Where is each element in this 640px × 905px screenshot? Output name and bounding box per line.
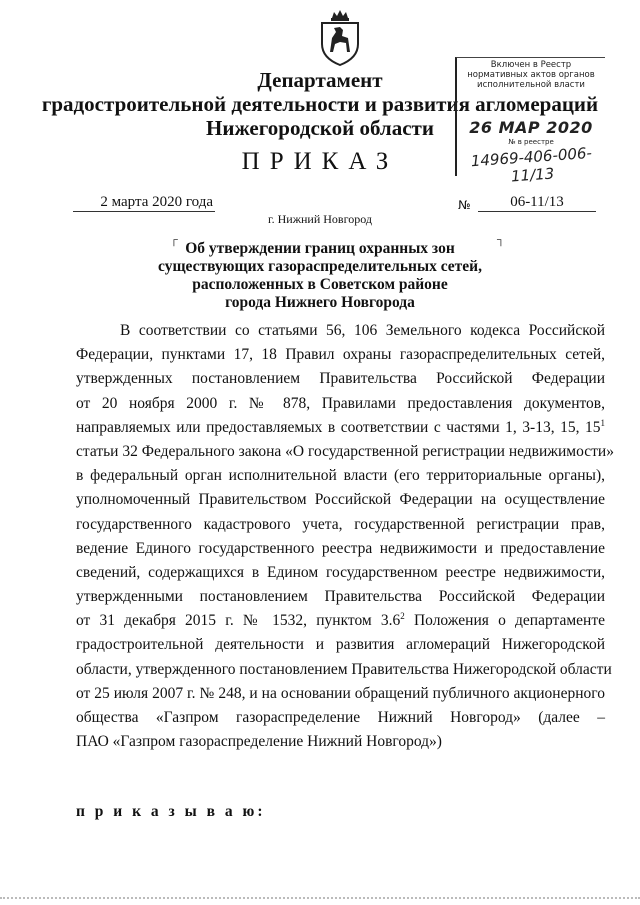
- subject-line-4: города Нижнего Новгорода: [225, 294, 415, 311]
- subject-line-2: существующих газораспределительных сетей,: [158, 258, 482, 275]
- body-line: градостроительной деятельности и развития агломераций Нижегородской: [76, 636, 605, 654]
- dept-title-line-2: градостроительной деятельности и развития агломераций: [41, 92, 599, 116]
- body-line-text: от 31 декабря 2015 г. № 1532, пунктом 3.6: [76, 612, 401, 630]
- number-label: №: [458, 198, 471, 212]
- document-type-heading: ПРИКАЗ: [241, 148, 399, 175]
- right-corner-mark: ┐: [497, 234, 505, 246]
- subject-line-3: расположенных в Советском районе: [192, 276, 448, 293]
- body-line: утвержденными постановлением Правительства Российской Федерации: [76, 588, 605, 606]
- stamp-reg-number: 14969-406-006-11/13: [470, 143, 593, 186]
- order-number: 06-11/13: [478, 193, 596, 212]
- body-line: уполномоченный Правительством Российской Федерации на осуществление: [76, 491, 605, 509]
- coat-of-arms-icon: [316, 8, 364, 68]
- left-corner-mark: ┌: [170, 234, 178, 246]
- body-line: В соответствии со статьями 56, 106 Земельного кодекса Российской: [120, 322, 605, 339]
- body-line: ведение Единого государственного реестра недвижимости и предоставление: [76, 539, 605, 557]
- body-line: утвержденных постановлением Правительства Российской Федерации: [76, 370, 605, 388]
- page-bottom-edge: [0, 897, 640, 899]
- body-line: от 20 ноября 2000 г. № 878, Правилами предоставления документов,: [76, 394, 605, 412]
- body-line-text: направляемых или предоставляемых в соответствии с частями 1, 3-13, 15, 15: [76, 418, 601, 436]
- stamp-line-2: нормативных актов органов: [467, 70, 595, 80]
- body-line-tail: Положения о департаменте: [404, 612, 605, 630]
- body-line: [76, 609, 605, 633]
- body-line: государственного кадастрового учета, государственной регистрации прав,: [76, 515, 605, 533]
- body-line: от 25 июля 2007 г. № 248, и на основании обращений публичного акционерного: [76, 684, 605, 702]
- body-line: сведений, содержащихся в Едином государственном реестре недвижимости,: [76, 563, 605, 581]
- body-line: общества «Газпром газораспределение Нижний Новгород» (далее –: [76, 709, 605, 726]
- order-date: 2 марта 2020 года: [73, 193, 215, 212]
- body-line: в федеральный орган исполнительной власти (его территориальные органы),: [76, 467, 605, 485]
- dept-title-line-3: Нижегородской области: [206, 116, 434, 140]
- body-paragraph: [76, 319, 614, 754]
- stamp-line-3: исполнительной власти: [477, 80, 585, 90]
- superscript: 1: [600, 417, 605, 428]
- city-label: г. Нижний Новгород: [268, 212, 372, 226]
- body-line: [76, 416, 605, 440]
- stamp-date: 26 МАР 2020: [469, 118, 593, 137]
- body-line: области, утвержденного постановлением Правительства Нижегородской области: [76, 660, 612, 678]
- body-line: ПАО «Газпром газораспределение Нижний Новгород»): [76, 733, 442, 751]
- dept-title-line-1: Департамент: [257, 68, 383, 92]
- order-word: п р и к а з ы в а ю:: [76, 803, 266, 820]
- body-line: Федерации, пунктами 17, 18 Правил охраны газораспределительных сетей,: [76, 346, 605, 364]
- stamp-line-1: Включен в Реестр: [490, 60, 572, 70]
- stamp-reg-label: № в реестре: [508, 138, 554, 146]
- superscript: 2: [400, 611, 405, 622]
- subject-line-1: Об утверждении границ охранных зон: [185, 240, 455, 257]
- body-line: статьи 32 Федерального закона «О государственной регистрации недвижимости»: [76, 442, 614, 460]
